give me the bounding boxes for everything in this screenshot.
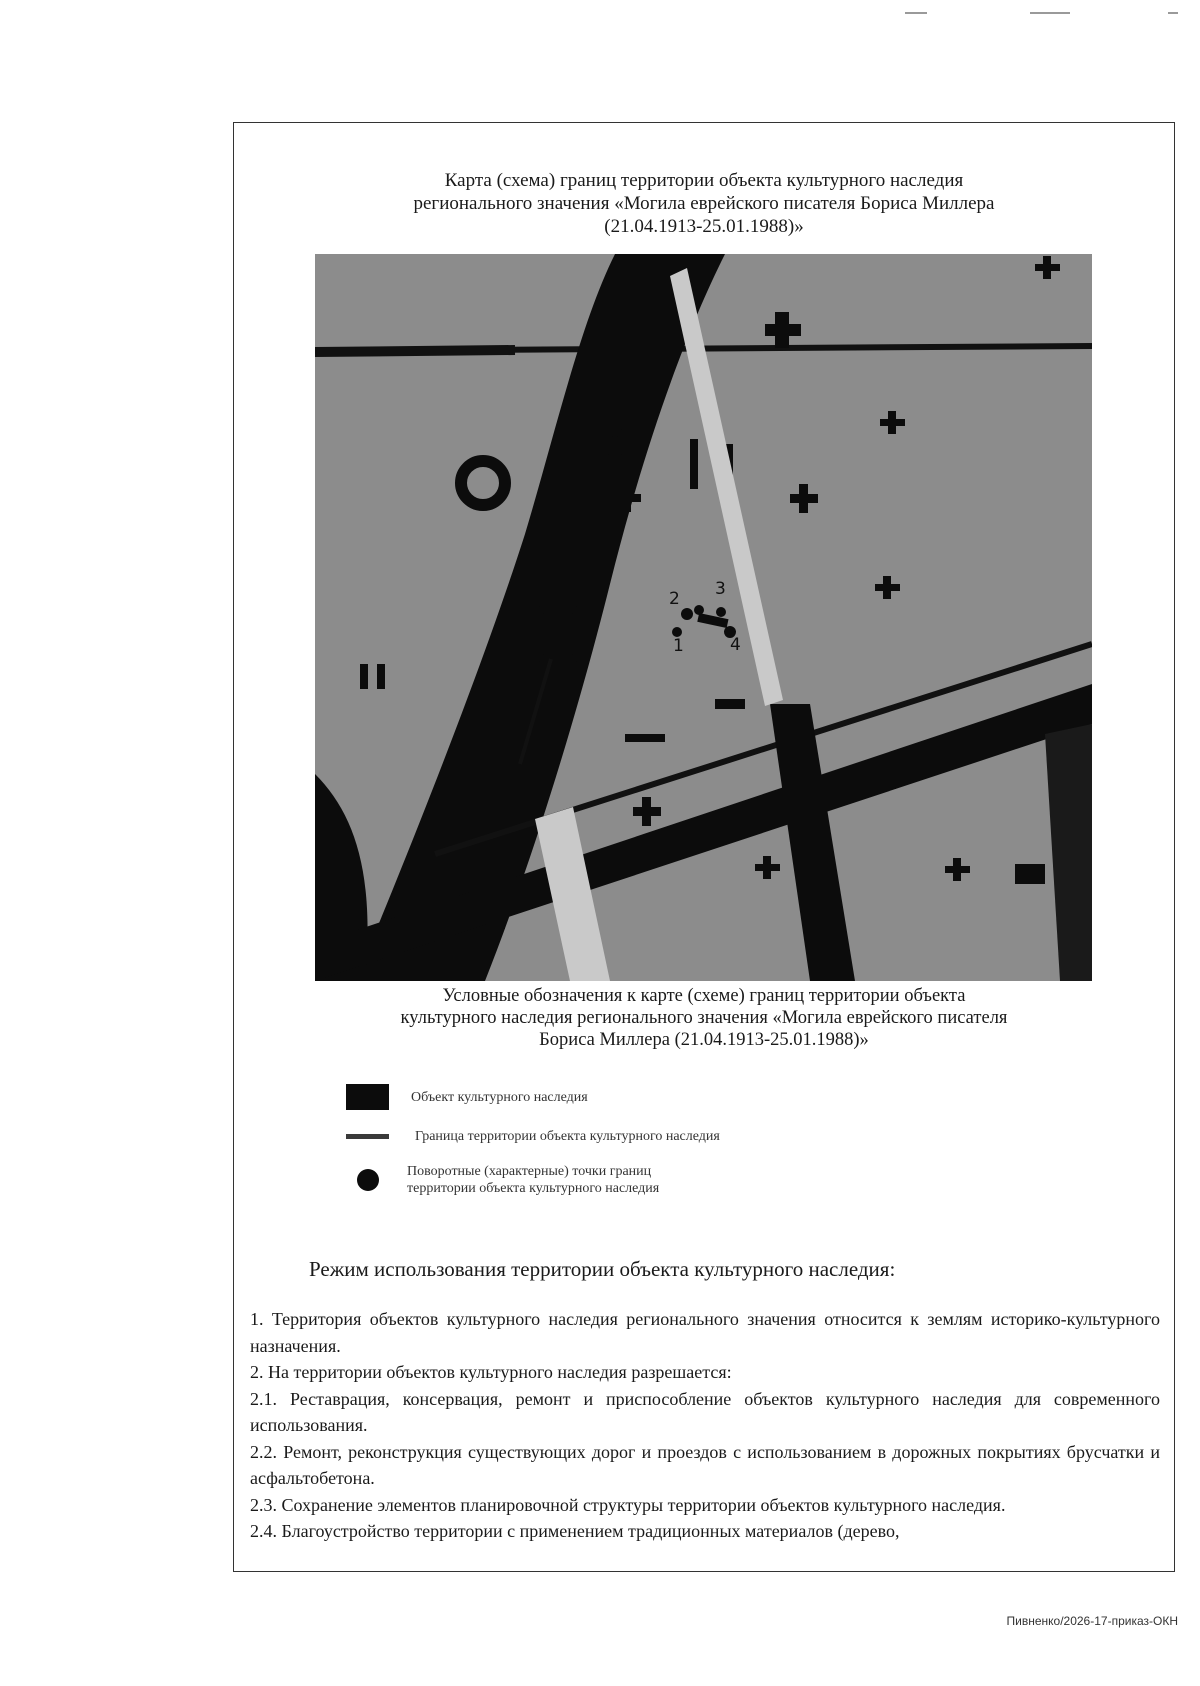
turning-point — [681, 608, 693, 620]
regime-item: 2.4. Благоустройство территории с применением традиционных материалов (дерево, — [250, 1521, 900, 1541]
legend-item-label-line: Поворотные (характерные) точки границ — [407, 1164, 652, 1179]
turning-point-symbol — [357, 1169, 379, 1191]
legend-item-label: Граница территории объекта культурного наследия — [415, 1129, 720, 1144]
legend-title-line: культурного наследия регионального значения «Могила еврейского писателя — [400, 1008, 1008, 1028]
boundary-line-symbol — [346, 1134, 389, 1139]
regime-item: 2.1. Реставрация, консервация, ремонт и приспособление объектов культурного наследия для современного использования. — [250, 1388, 1160, 1435]
legend-title-line: Бориса Миллера (21.04.1913-25.01.1988)» — [539, 1030, 869, 1050]
regime-list — [250, 1306, 1160, 1545]
regime-heading: Режим использования территории объекта культурного наследия: — [309, 1257, 896, 1281]
map-path — [315, 350, 515, 352]
document-footer: Пивненко/2026-17-приказ-ОКН — [1006, 1614, 1178, 1628]
regime-item: 2.3. Сохранение элементов планировочной структуры территории объектов культурного наследия. — [250, 1494, 1006, 1515]
regime-item: 1. Территория объектов культурного наследия регионального значения относится к землям историко-культурного назначения. — [250, 1309, 1160, 1356]
legend-title-line: Условные обозначения к карте (схеме) границ территории объекта — [442, 986, 966, 1006]
heritage-object-symbol — [346, 1084, 389, 1110]
turning-point — [716, 607, 726, 617]
map-title-line: регионального значения «Могила еврейского писателя Бориса Миллера — [413, 193, 995, 214]
map-title-line: Карта (схема) границ территории объекта культурного наследия — [444, 170, 964, 191]
legend-title — [234, 985, 1174, 1051]
map-point-label: 3 — [715, 579, 726, 599]
legend-item-turning-points — [346, 1163, 659, 1197]
legend-item-boundary — [346, 1128, 720, 1145]
map-point-label: 4 — [730, 635, 741, 655]
regime-item: 2.2. Ремонт, реконструкция существующих дорог и проездов с использованием в дорожных покрытиях брусчатки и асфальтобетона. — [250, 1441, 1160, 1488]
legend-item-label-line: территории объекта культурного наследия — [407, 1181, 660, 1196]
turning-point — [694, 605, 704, 615]
document-frame — [233, 122, 1175, 1572]
map-title — [234, 169, 1174, 238]
regime-item: 2. На территории объектов культурного наследия разрешается: — [250, 1362, 732, 1382]
map-svg — [315, 254, 1092, 981]
legend-item-label — [407, 1163, 659, 1197]
legend-item-heritage-object — [346, 1084, 588, 1110]
legend-item-label: Объект культурного наследия — [411, 1089, 588, 1105]
map-point-label: 1 — [673, 636, 684, 656]
scan-artifact — [905, 12, 927, 14]
scan-artifact — [1030, 12, 1070, 14]
scan-artifact — [1168, 12, 1178, 14]
map-scheme — [315, 254, 1092, 981]
map-point-label: 2 — [669, 589, 680, 609]
map-title-line: (21.04.1913-25.01.1988)» — [604, 216, 804, 237]
